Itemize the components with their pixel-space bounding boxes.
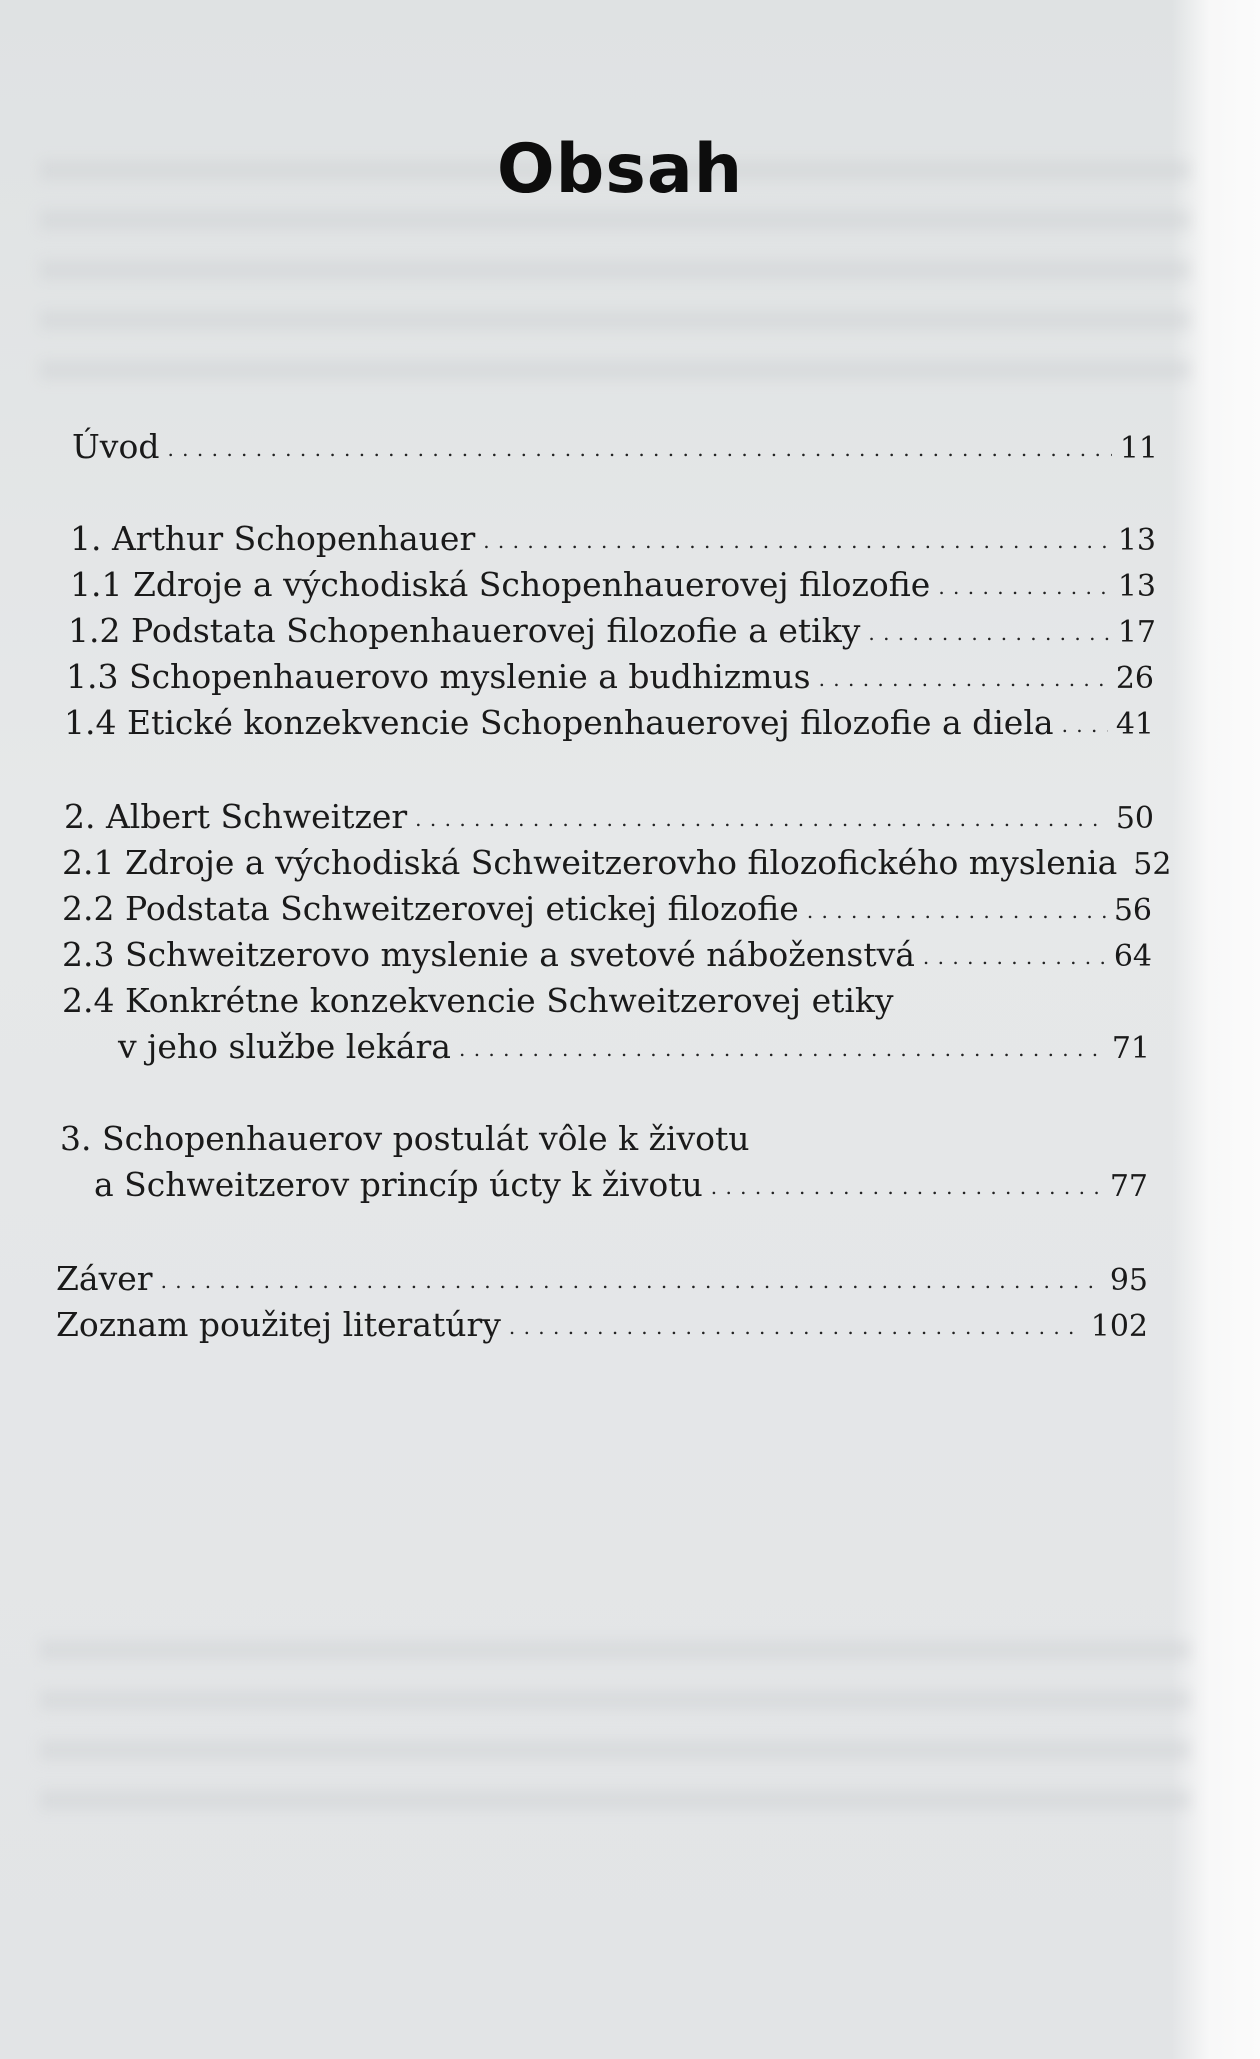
toc-entry-chapter-1 — [70, 517, 1156, 565]
toc-entry-label: a Schweitzerov princíp úcty k životu — [94, 1165, 703, 1204]
toc-entry-1-1 — [70, 563, 1156, 611]
toc-page-number: 41 — [1115, 707, 1154, 742]
toc-entry-1-4 — [64, 701, 1154, 749]
toc-entry-label: 2.1 Zdroje a východiská Schweitzerovho filozofického myslenia — [62, 843, 1118, 882]
toc-page-number: 50 — [1115, 801, 1154, 836]
toc-entry-label: v jeho službe lekára — [118, 1027, 451, 1066]
bleed-through — [40, 1790, 1190, 1810]
toc-entry-label: 1. Arthur Schopenhauer — [70, 519, 476, 558]
bleed-through — [40, 1640, 1190, 1660]
toc-page-number: 11 — [1119, 431, 1158, 466]
leader-dots — [868, 607, 1109, 655]
leader-dots — [1062, 699, 1108, 747]
toc-entry-2-4 — [118, 1025, 1150, 1073]
toc-entry-chapter-3 — [94, 1163, 1148, 1211]
leader-dots — [923, 931, 1106, 979]
leader-dots — [161, 1255, 1102, 1303]
toc-entry-label: 2.2 Podstata Schweitzerovej etickej filozofie — [62, 889, 799, 928]
leader-dots — [509, 1301, 1083, 1349]
toc-entry-label: 2. Albert Schweitzer — [64, 797, 408, 836]
toc-entry-2-3 — [62, 933, 1152, 981]
toc-entry-zaver — [56, 1257, 1148, 1305]
page-title: Obsah — [496, 130, 744, 209]
leader-dots — [807, 885, 1106, 933]
toc-entry-label: 1.2 Podstata Schopenhauerovej filozofie a etiky — [68, 611, 861, 650]
toc-entry-label: Úvod — [72, 427, 160, 466]
toc-entry-label: Zoznam použitej literatúry — [56, 1305, 501, 1344]
bleed-through — [40, 1740, 1190, 1760]
toc-entry-label: 1.3 Schopenhauerovo myslenie a budhizmus — [66, 657, 811, 696]
toc-entry-label: 1.1 Zdroje a východiská Schopenhauerovej filozofie — [70, 565, 931, 604]
toc-page-number: 13 — [1117, 569, 1156, 604]
toc-entry-1-2 — [68, 609, 1156, 657]
toc-page-number: 52 — [1133, 847, 1172, 882]
toc-entry-uvod — [72, 425, 1158, 473]
toc-entry-label: 1.4 Etické konzekvencie Schopenhauerovej filozofie a diela — [64, 703, 1054, 742]
toc-entry-label: 2.3 Schweitzerovo myslenie a svetové náboženstvá — [62, 935, 915, 974]
leader-dots — [938, 561, 1109, 609]
toc-entry-chapter-2 — [64, 795, 1154, 843]
leader-dots — [415, 793, 1108, 841]
toc-page-number: 95 — [1109, 1263, 1148, 1298]
toc-entry-label: Záver — [56, 1259, 153, 1298]
toc-page-number: 13 — [1117, 523, 1156, 558]
toc-page-number: 77 — [1109, 1169, 1148, 1204]
toc-entry-2-4-line1: 2.4 Konkrétne konzekvencie Schweitzerovej etiky — [62, 981, 894, 1020]
toc-page-number: 56 — [1113, 893, 1152, 928]
leader-dots — [483, 515, 1110, 563]
leader-dots — [167, 423, 1111, 471]
bleed-through — [40, 210, 1190, 230]
toc-entry-chapter-3-line1: 3. Schopenhauerov postulát vôle k životu — [60, 1119, 750, 1158]
leader-dots — [711, 1161, 1102, 1209]
leader-dots — [819, 653, 1108, 701]
toc-page-number: 26 — [1115, 661, 1154, 696]
toc-page-number: 64 — [1113, 939, 1152, 974]
bleed-through — [40, 310, 1190, 330]
toc-entry-2-1 — [62, 841, 1172, 889]
toc-entry-literatura — [56, 1303, 1148, 1351]
toc-entry-1-3 — [66, 655, 1154, 703]
toc-entry-2-2 — [62, 887, 1152, 935]
toc-page-number: 17 — [1117, 615, 1156, 650]
toc-page-number: 71 — [1111, 1031, 1150, 1066]
bleed-through — [40, 260, 1190, 280]
leader-dots — [459, 1023, 1104, 1071]
toc-page-number: 102 — [1090, 1309, 1148, 1344]
bleed-through — [40, 360, 1190, 380]
bleed-through — [40, 1690, 1190, 1710]
